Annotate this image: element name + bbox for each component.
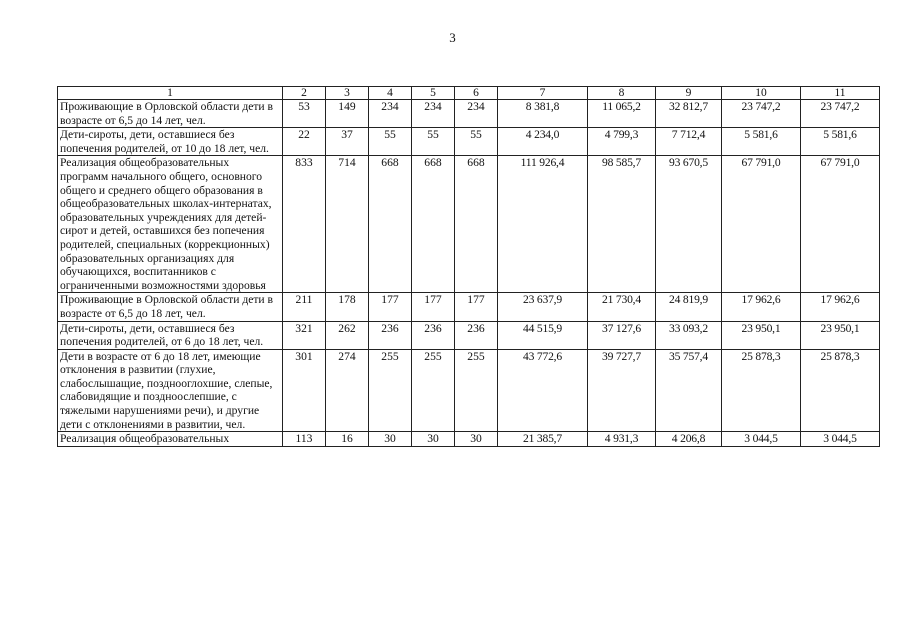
cell-value: 37	[326, 128, 369, 156]
cell-value: 668	[369, 156, 412, 293]
table-body	[58, 100, 880, 447]
cell-value: 44 515,9	[498, 321, 588, 349]
cell-value: 22	[283, 128, 326, 156]
cell-value: 255	[369, 349, 412, 432]
cell-value: 25 878,3	[722, 349, 801, 432]
column-header-2: 2	[283, 87, 326, 100]
cell-value: 25 878,3	[801, 349, 880, 432]
cell-value: 98 585,7	[588, 156, 656, 293]
cell-value: 43 772,6	[498, 349, 588, 432]
cell-value: 236	[412, 321, 455, 349]
cell-value: 17 962,6	[801, 293, 880, 321]
budget-table	[57, 86, 880, 447]
cell-value: 23 950,1	[801, 321, 880, 349]
column-header-7: 7	[498, 87, 588, 100]
row-description: Реализация общеобразовательных	[58, 432, 283, 447]
cell-value: 35 757,4	[656, 349, 722, 432]
cell-value: 67 791,0	[801, 156, 880, 293]
cell-value: 833	[283, 156, 326, 293]
cell-value: 113	[283, 432, 326, 447]
cell-value: 178	[326, 293, 369, 321]
cell-value: 668	[412, 156, 455, 293]
cell-value: 32 812,7	[656, 100, 722, 128]
cell-value: 149	[326, 100, 369, 128]
cell-value: 55	[412, 128, 455, 156]
cell-value: 234	[412, 100, 455, 128]
cell-value: 23 747,2	[801, 100, 880, 128]
column-header-5: 5	[412, 87, 455, 100]
row-description: Дети-сироты, дети, оставшиеся без попечения родителей, от 10 до 18 лет, чел.	[58, 128, 283, 156]
cell-value: 11 065,2	[588, 100, 656, 128]
header-row	[58, 87, 880, 100]
cell-value: 24 819,9	[656, 293, 722, 321]
cell-value: 5 581,6	[722, 128, 801, 156]
cell-value: 21 385,7	[498, 432, 588, 447]
column-header-10: 10	[722, 87, 801, 100]
cell-value: 30	[455, 432, 498, 447]
cell-value: 21 730,4	[588, 293, 656, 321]
row-description: Дети в возрасте от 6 до 18 лет, имеющие отклонения в развитии (глухие, слабослышащие, позднооглохшие, слепые, слабовидящие и поздноослепшие, с тяжелыми нарушениями речи), и другие дети с отклонениями в развитии, чел.	[58, 349, 283, 432]
cell-value: 67 791,0	[722, 156, 801, 293]
cell-value: 4 234,0	[498, 128, 588, 156]
cell-value: 53	[283, 100, 326, 128]
cell-value: 7 712,4	[656, 128, 722, 156]
cell-value: 4 206,8	[656, 432, 722, 447]
cell-value: 255	[455, 349, 498, 432]
cell-value: 236	[455, 321, 498, 349]
cell-value: 93 670,5	[656, 156, 722, 293]
row-description: Проживающие в Орловской области дети в возрасте от 6,5 до 18 лет, чел.	[58, 293, 283, 321]
cell-value: 33 093,2	[656, 321, 722, 349]
table-row	[58, 432, 880, 447]
cell-value: 177	[455, 293, 498, 321]
page-number: 3	[449, 30, 456, 45]
cell-value: 255	[412, 349, 455, 432]
cell-value: 301	[283, 349, 326, 432]
column-header-8: 8	[588, 87, 656, 100]
cell-value: 55	[369, 128, 412, 156]
cell-value: 3 044,5	[801, 432, 880, 447]
cell-value: 4 799,3	[588, 128, 656, 156]
cell-value: 4 931,3	[588, 432, 656, 447]
table-header	[58, 87, 880, 100]
column-header-11: 11	[801, 87, 880, 100]
row-description: Реализация общеобразовательных программ начального общего, основного общего и среднего общего образования в общеобразовательных школах-интернатах, образовательных учреждениях для детей-сирот и детей, оставшихся без попечения родителей, специальных (коррекционных) образовательных организациях для обучающихся, воспитанников с ограниченными возможностями здоровья	[58, 156, 283, 293]
cell-value: 37 127,6	[588, 321, 656, 349]
table-row	[58, 293, 880, 321]
cell-value: 234	[455, 100, 498, 128]
table-row	[58, 349, 880, 432]
table-row	[58, 156, 880, 293]
row-description: Проживающие в Орловской области дети в возрасте от 6,5 до 14 лет, чел.	[58, 100, 283, 128]
cell-value: 23 950,1	[722, 321, 801, 349]
cell-value: 23 747,2	[722, 100, 801, 128]
cell-value: 23 637,9	[498, 293, 588, 321]
cell-value: 714	[326, 156, 369, 293]
column-header-1: 1	[58, 87, 283, 100]
cell-value: 321	[283, 321, 326, 349]
cell-value: 111 926,4	[498, 156, 588, 293]
column-header-9: 9	[656, 87, 722, 100]
row-description: Дети-сироты, дети, оставшиеся без попечения родителей, от 6 до 18 лет, чел.	[58, 321, 283, 349]
column-header-3: 3	[326, 87, 369, 100]
cell-value: 17 962,6	[722, 293, 801, 321]
cell-value: 55	[455, 128, 498, 156]
cell-value: 211	[283, 293, 326, 321]
cell-value: 234	[369, 100, 412, 128]
cell-value: 177	[412, 293, 455, 321]
cell-value: 16	[326, 432, 369, 447]
column-header-4: 4	[369, 87, 412, 100]
cell-value: 8 381,8	[498, 100, 588, 128]
table-row	[58, 100, 880, 128]
cell-value: 668	[455, 156, 498, 293]
table-row	[58, 321, 880, 349]
cell-value: 177	[369, 293, 412, 321]
cell-value: 39 727,7	[588, 349, 656, 432]
cell-value: 30	[369, 432, 412, 447]
cell-value: 3 044,5	[722, 432, 801, 447]
table-row	[58, 128, 880, 156]
cell-value: 30	[412, 432, 455, 447]
cell-value: 274	[326, 349, 369, 432]
column-header-6: 6	[455, 87, 498, 100]
cell-value: 5 581,6	[801, 128, 880, 156]
cell-value: 236	[369, 321, 412, 349]
cell-value: 262	[326, 321, 369, 349]
